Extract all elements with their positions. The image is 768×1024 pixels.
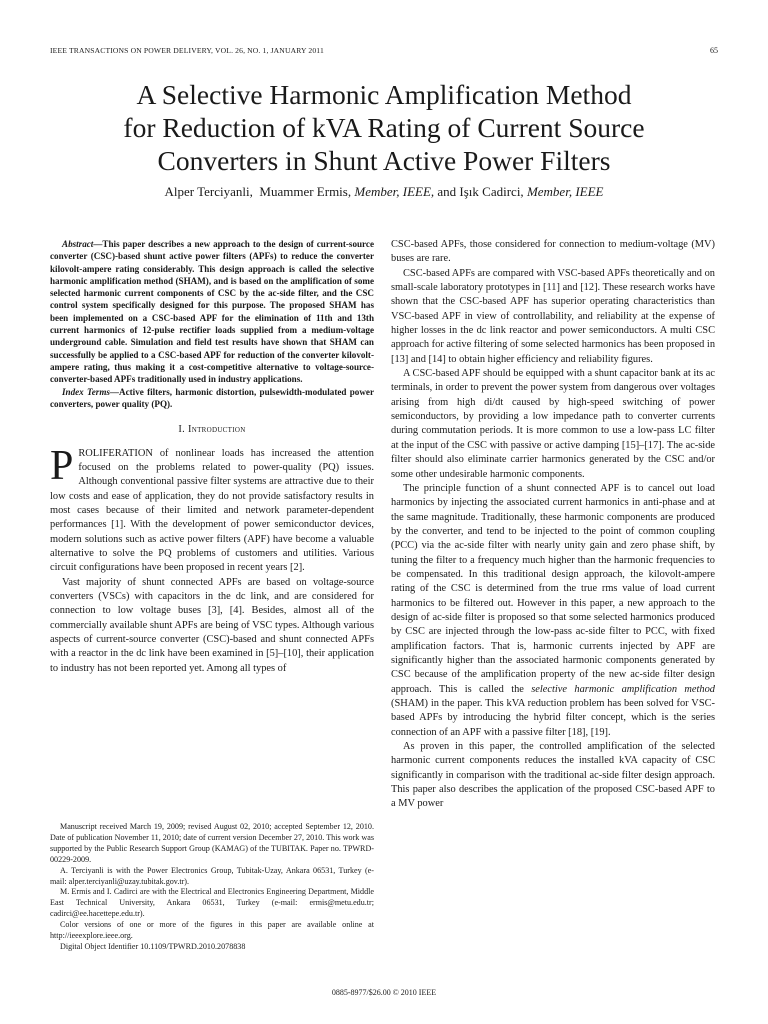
abstract-label: Abstract—	[62, 239, 103, 249]
footnote-doi: Digital Object Identifier 10.1109/TPWRD.2010.2078838	[60, 941, 246, 951]
paper-title-line-1: A Selective Harmonic Amplification Method	[136, 79, 632, 110]
footnote-color-versions: Color versions of one or more of the figures in this paper are available online at http://ieeexplore.ieee.org.	[50, 920, 374, 941]
author-3: Işık Cadirci,	[459, 184, 524, 199]
intro-paragraph-2: Vast majority of shunt connected APFs are based on voltage-source converters (VSCs) with capacitors in the dc link, and are considered for connection to low voltage buses [3], [4]. Besides, almost all of the commercially available shunt APFs are being of VSC types. Although various aspects of current-source converter (CSC)-based and shunt connected APFs with a reactor in the dc link have been examined in [5]–[10], their application to industry has not been reported yet. Among all types of	[50, 576, 374, 674]
author-line	[40, 184, 728, 200]
right-paragraph-3-a: The principle function of a shunt connected APF is to cancel out load harmonics by injecting the associated current harmonics in anti-phase and at the same magnitude. Traditionally, these harmonic components are produced by the converter, and tend to be injected to the point of common coupling (PCC) via the ac-side filter with nearly unity gain and zero phase shift, by tuning the filter to a frequency much higher than the harmonic frequencies to be compensated. In this traditional design approach, the kilovolt-ampere rating of the CSC is determined from the true rms value of load current harmonics to be filtered out. However in this paper, a new approach to the design of ac-side filter is proposed so that some selected harmonics produced by CSC are injected through the low-pass ac-side filter to PCC, with fixed amplification factors. That is, harmonic currents injected by APF are significantly higher than the associated harmonic components generated by CSC because of the amplification property of the new ac-side filter design approach. This is called the	[391, 482, 715, 695]
author-2-affiliation: Member, IEEE,	[354, 184, 435, 199]
author-2: Muammer Ermis,	[259, 184, 352, 199]
intro-lead-word: ROLIFERATION	[78, 447, 153, 459]
abstract-text: This paper describes a new approach to the design of current-source converter (CSC)-based shunt active power filters (APFs) to reduce the converter kilovolt-ampere rating considerably. This design approach is called the selective harmonic amplification method (SHAM), and is based on the amplification of some selected harmonic current components of CSC by the ac-side filter, and the CSC control system specifically designed for this purpose. The proposed SHAM has been implemented on a CSC-based APF for the elimination of 11th and 13th current harmonics of 12-pulse rectifier loads supplied from a medium-voltage underground cable. Simulation and field test results have shown that SHAM can successfully be applied to a CSC-based APF for reduction of the converter kilovolt-ampere rating, thus making it a cost-competitive alternative to voltage-source-converter-based APFs traditionally used in industry applications.	[50, 239, 374, 385]
index-terms-label: Index Terms—	[62, 386, 120, 397]
author-and: and	[437, 184, 457, 199]
section-heading-introduction: I. Introduction	[178, 424, 246, 436]
footnotes	[50, 822, 374, 953]
paper-title-line-3: Converters in Shunt Active Power Filters	[157, 145, 611, 176]
page-number: 65	[710, 46, 718, 55]
footnote-author-1: A. Terciyanli is with the Power Electronics Group, Tubitak-Uzay, Ankara 06531, Turkey (e-mail: alper.terciyanli@uzay.tubitak.gov.tr).	[50, 865, 374, 886]
paper-title-line-2: for Reduction of kVA Rating of Current Source	[123, 112, 645, 143]
intro-paragraph-1	[50, 442, 374, 576]
right-paragraph-0: CSC-based APFs, those considered for connection to medium-voltage (MV) buses are rare.	[391, 239, 715, 265]
drop-cap: P	[50, 442, 74, 489]
right-paragraph-1: CSC-based APFs are compared with VSC-based APFs theoretically and on small-scale laboratory prototypes in [11] and [12]. These research works have shown that the CSC-based APF has superior operating characteristics than VSC-based APF in view of controllability, and reliability at the expense of higher losses in the dc link reactor and power semiconductors. A multi CSC approach for active filtering of some selected harmonics has been proposed in [13] and [14] to obtain higher efficiency and reliability figures.	[391, 267, 716, 365]
right-column	[391, 238, 715, 812]
title-block	[40, 78, 728, 200]
index-terms	[50, 386, 374, 411]
right-paragraph-3	[391, 482, 715, 740]
author-1: Alper Terciyanli,	[164, 184, 253, 199]
sham-term: selective harmonic amplification method	[531, 683, 715, 695]
running-head: IEEE TRANSACTIONS ON POWER DELIVERY, VOL. 26, NO. 1, JANUARY 2011	[50, 46, 324, 55]
author-3-affiliation: Member, IEEE	[526, 184, 604, 199]
abstract	[50, 238, 374, 386]
footnote-manuscript: Manuscript received March 19, 2009; revised August 02, 2010; accepted September 12, 2010. Date of publication November 11, 2010; date of current version December 27, 2010. This work was supported by the Public Research Support Group (KAMAG) of the TUBITAK. Paper no. TPWRD-00229-2009.	[50, 822, 374, 864]
right-paragraph-4: As proven in this paper, the controlled amplification of the selected harmonic current components reduces the installed kVA capacity of CSC significantly in comparison with the traditional ac-side filter design approach. This paper also describes the application of the proposed CSC-based APF to a MV power	[391, 741, 715, 810]
index-terms-text: Active filters, harmonic distortion, pulsewidth-modulated power converters, power quality (PQ).	[50, 386, 374, 409]
left-column	[50, 238, 374, 676]
right-paragraph-3-b: (SHAM) in the paper. This kVA reduction problem has been solved for VSC-based APFs by introducing the hybrid filter concept, which is the series connection of an APF with a passive filter [18], [19].	[391, 698, 715, 738]
intro-paragraph-1-text: of nonlinear loads has increased the attention focused on the problems related to power-quality (PQ) issues. Although conventional passive filter systems are attractive due to their low costs and ease of application, they do not provide satisfactory results in most cases because of their limited and network parameter-dependent performances [1]. With the development of power semiconductor devices, modern solutions such as active power filters (APF) have become a valuable alternative to solve the PQ problems of customers and utilities. Various circuit configurations have been proposed in recent years [2].	[50, 447, 374, 574]
footnote-author-2-3: M. Ermis and I. Cadirci are with the Electrical and Electronics Engineering Department, Middle East Technical University, Ankara 06531, Turkey (e-mail: ermis@metu.edu.tr; cadirci@ee.hacettepe.edu.tr).	[50, 887, 374, 919]
right-paragraph-2: A CSC-based APF should be equipped with a shunt capacitor bank at its ac terminals, in order to prevent the power system from dangerous over voltages arising from high di/dt caused by high-speed switching of power semiconductors, by providing a low impedance path to converter currents during commutation periods. It is more common to use a low-pass LC filter at the input of the CSC with passive or active damping [15]–[17]. The ac-side filter should also eliminate carrier harmonics generated by the CSC and/or some other undesirable harmonic components.	[391, 368, 715, 480]
copyright-footer: 0885-8977/$26.00 © 2010 IEEE	[331, 988, 437, 997]
